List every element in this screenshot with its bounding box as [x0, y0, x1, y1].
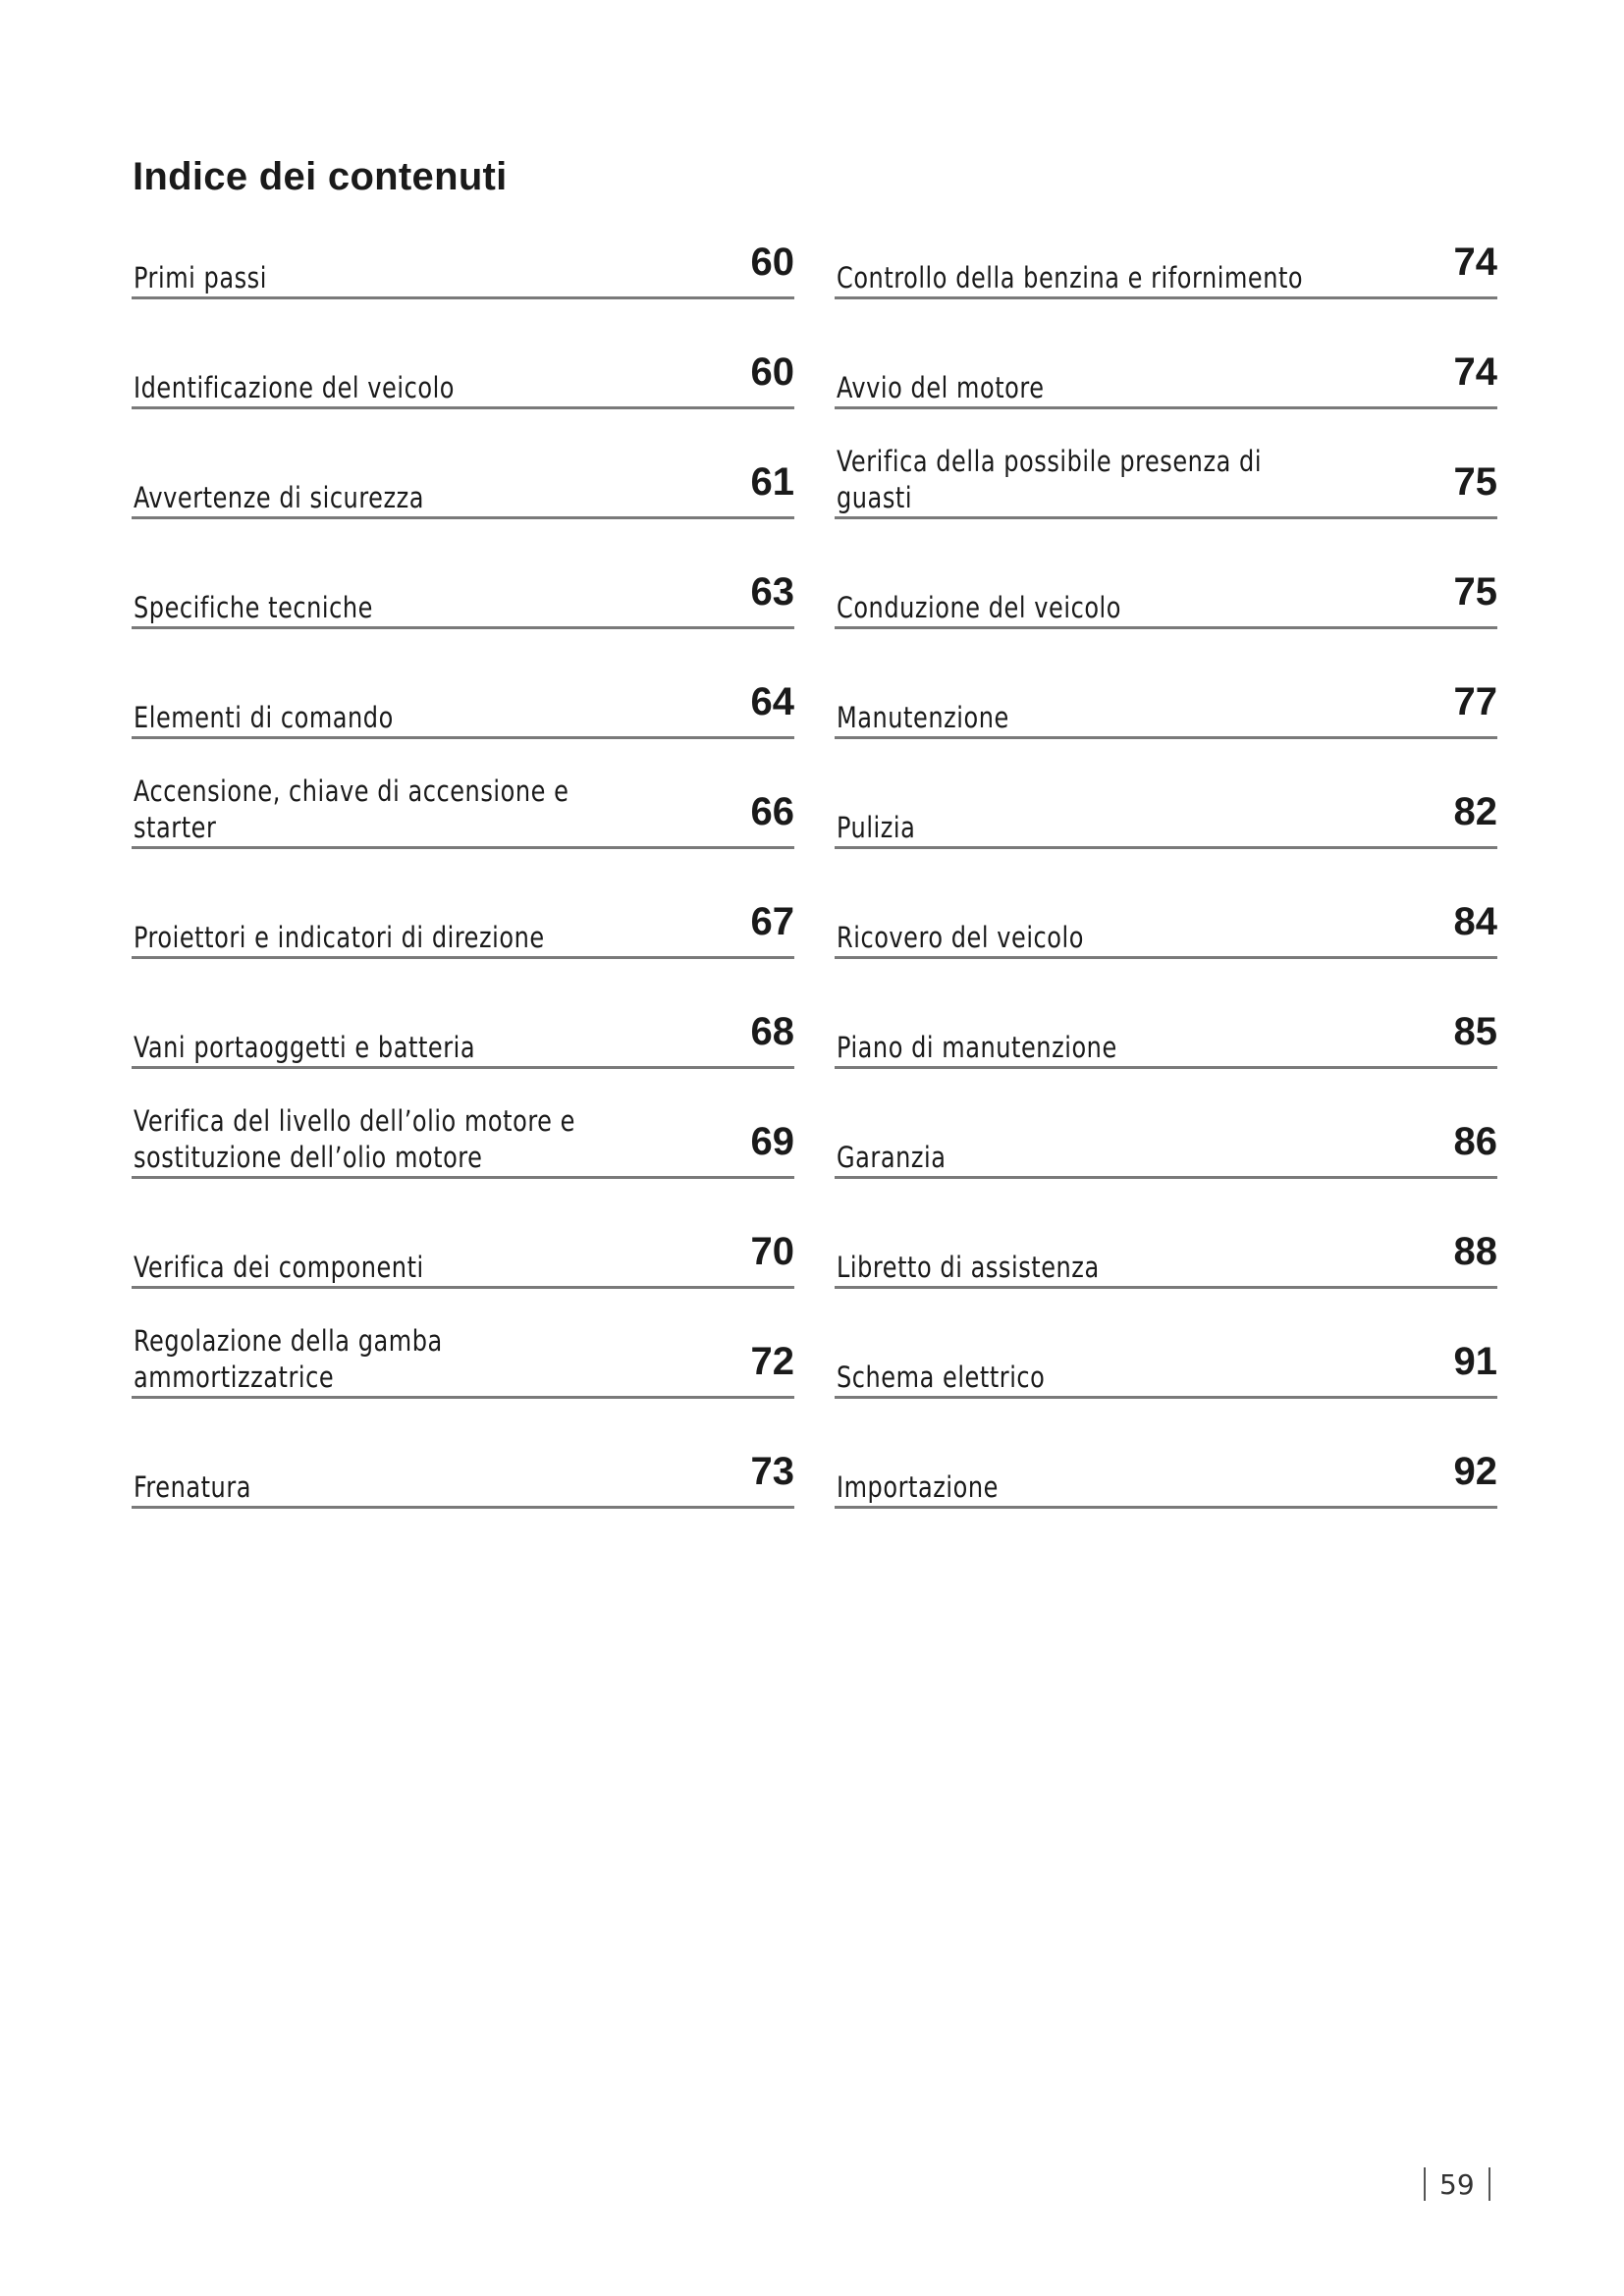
toc-entry-label: Schema elettrico: [837, 1361, 1046, 1394]
toc-entry-page-number: 64: [750, 680, 794, 723]
toc-entry[interactable]: [835, 1117, 1497, 1227]
toc-entry-label: Avvio del motore: [837, 371, 1045, 404]
toc-entry-divider: [132, 1506, 794, 1509]
toc-entry-page-number: 74: [1453, 350, 1497, 394]
toc-entry[interactable]: [132, 457, 794, 567]
toc-entry-page-number: 75: [1453, 570, 1497, 614]
toc-entry-page-number: 92: [1453, 1450, 1497, 1493]
toc-entry-label: Verifica del livello dell’olio motore e sostituzione dell’olio motore: [134, 1104, 575, 1174]
toc-entry-label: Ricovero del veicolo: [837, 921, 1084, 954]
toc-entry[interactable]: [132, 1447, 794, 1557]
toc-entry-label: Elementi di comando: [134, 701, 394, 734]
toc-entry[interactable]: [835, 677, 1497, 787]
toc-entry-page-number: 88: [1453, 1230, 1497, 1273]
toc-entry[interactable]: [835, 787, 1497, 897]
toc-entry-page-number: 68: [750, 1010, 794, 1053]
toc-entry-page-number: 91: [1453, 1340, 1497, 1383]
toc-entry[interactable]: [132, 1007, 794, 1117]
toc-entry-page-number: 69: [750, 1120, 794, 1163]
toc-entry[interactable]: [132, 774, 794, 897]
toc-entry[interactable]: [132, 677, 794, 787]
toc-entry-page-number: 73: [750, 1450, 794, 1493]
toc-entry-divider: [132, 406, 794, 409]
toc-entry-page-number: 72: [750, 1340, 794, 1383]
toc-entry-divider: [132, 1066, 794, 1069]
toc-entry-divider: [132, 516, 794, 519]
toc-entry-label: Piano di manutenzione: [837, 1031, 1117, 1064]
toc-entry-label: Regolazione della gamba ammortizzatrice: [134, 1324, 443, 1394]
toc-entry-label: Identificazione del veicolo: [134, 371, 456, 404]
toc-entry-divider: [132, 736, 794, 739]
toc-entry[interactable]: [835, 1007, 1497, 1117]
toc-entry[interactable]: [835, 897, 1497, 1007]
toc-entry-label: Conduzione del veicolo: [837, 591, 1122, 624]
toc-entry-divider: [132, 1286, 794, 1289]
footer-divider-right: [1489, 2167, 1490, 2201]
toc-entry-divider: [835, 1176, 1497, 1179]
toc-entry-divider: [132, 1396, 794, 1399]
toc-entry-page-number: 63: [750, 570, 794, 614]
toc-entry-divider: [835, 1506, 1497, 1509]
toc-entry-divider: [835, 736, 1497, 739]
toc-entry-label: Vani portaoggetti e batteria: [134, 1031, 476, 1064]
toc-entry[interactable]: [132, 238, 794, 347]
toc-entry-page-number: 60: [750, 350, 794, 394]
toc-entry-page-number: 74: [1453, 240, 1497, 284]
toc-entry[interactable]: [835, 1227, 1497, 1337]
toc-entry[interactable]: [835, 567, 1497, 677]
toc-entry-divider: [835, 1286, 1497, 1289]
toc-entry-divider: [132, 846, 794, 849]
toc-entry-label: Verifica dei componenti: [134, 1251, 424, 1284]
toc-entry-page-number: 82: [1453, 790, 1497, 833]
toc-entry-divider: [132, 1176, 794, 1179]
toc-entry[interactable]: [132, 567, 794, 677]
toc-entry-page-number: 70: [750, 1230, 794, 1273]
toc-entry-divider: [835, 1396, 1497, 1399]
toc-entry-label: Accensione, chiave di accensione e starter: [134, 774, 569, 844]
toc-entry-page-number: 60: [750, 240, 794, 284]
toc-entry[interactable]: [835, 445, 1497, 567]
toc-entry-page-number: 86: [1453, 1120, 1497, 1163]
toc-entry[interactable]: [835, 347, 1497, 457]
toc-entry-divider: [835, 956, 1497, 959]
toc-entry[interactable]: [132, 1324, 794, 1447]
toc-entry-divider: [835, 516, 1497, 519]
toc-entry-divider: [132, 296, 794, 299]
toc-entry-label: Proiettori e indicatori di direzione: [134, 921, 545, 954]
toc-entry-page-number: 67: [750, 900, 794, 943]
toc-entry[interactable]: [132, 1104, 794, 1227]
toc-entry-label: Importazione: [837, 1470, 999, 1504]
toc-entry[interactable]: [132, 1227, 794, 1337]
toc-entry-divider: [835, 296, 1497, 299]
toc-entry-page-number: 61: [750, 460, 794, 504]
toc-entry-label: Pulizia: [837, 811, 916, 844]
toc-entry-label: Primi passi: [134, 261, 267, 294]
toc-entry-divider: [835, 626, 1497, 629]
toc-entry-label: Controllo della benzina e rifornimento: [837, 261, 1304, 294]
footer-page-number-text: 59: [1439, 2167, 1475, 2201]
page-title: Indice dei contenuti: [133, 155, 508, 198]
toc-entry-label: Frenatura: [134, 1470, 252, 1504]
toc-entry-label: Verifica della possibile presenza di guasti: [837, 445, 1263, 514]
toc-entry-label: Libretto di assistenza: [837, 1251, 1100, 1284]
toc-entry[interactable]: [835, 1447, 1497, 1557]
toc-entry-divider: [132, 956, 794, 959]
toc-entry-label: Specifiche tecniche: [134, 591, 373, 624]
toc-entry-page-number: 77: [1453, 680, 1497, 723]
toc-entry-divider: [132, 626, 794, 629]
toc-entry-label: Avvertenze di sicurezza: [134, 481, 425, 514]
toc-entry[interactable]: [132, 897, 794, 1007]
toc-column-left: [132, 238, 794, 1557]
toc-entry[interactable]: [835, 238, 1497, 347]
toc-entry-divider: [835, 1066, 1497, 1069]
toc-entry-label: Garanzia: [837, 1141, 947, 1174]
footer-page-number: [1424, 2167, 1490, 2201]
toc-entry-page-number: 85: [1453, 1010, 1497, 1053]
toc-entry-divider: [835, 846, 1497, 849]
toc-entry-page-number: 84: [1453, 900, 1497, 943]
toc-entry-page-number: 66: [750, 790, 794, 833]
toc-entry-page-number: 75: [1453, 460, 1497, 504]
toc-entry[interactable]: [835, 1337, 1497, 1447]
toc-column-right: [835, 238, 1497, 1557]
footer-divider-left: [1424, 2167, 1426, 2201]
toc-entry-label: Manutenzione: [837, 701, 1009, 734]
toc-entry[interactable]: [132, 347, 794, 457]
toc-entry-divider: [835, 406, 1497, 409]
